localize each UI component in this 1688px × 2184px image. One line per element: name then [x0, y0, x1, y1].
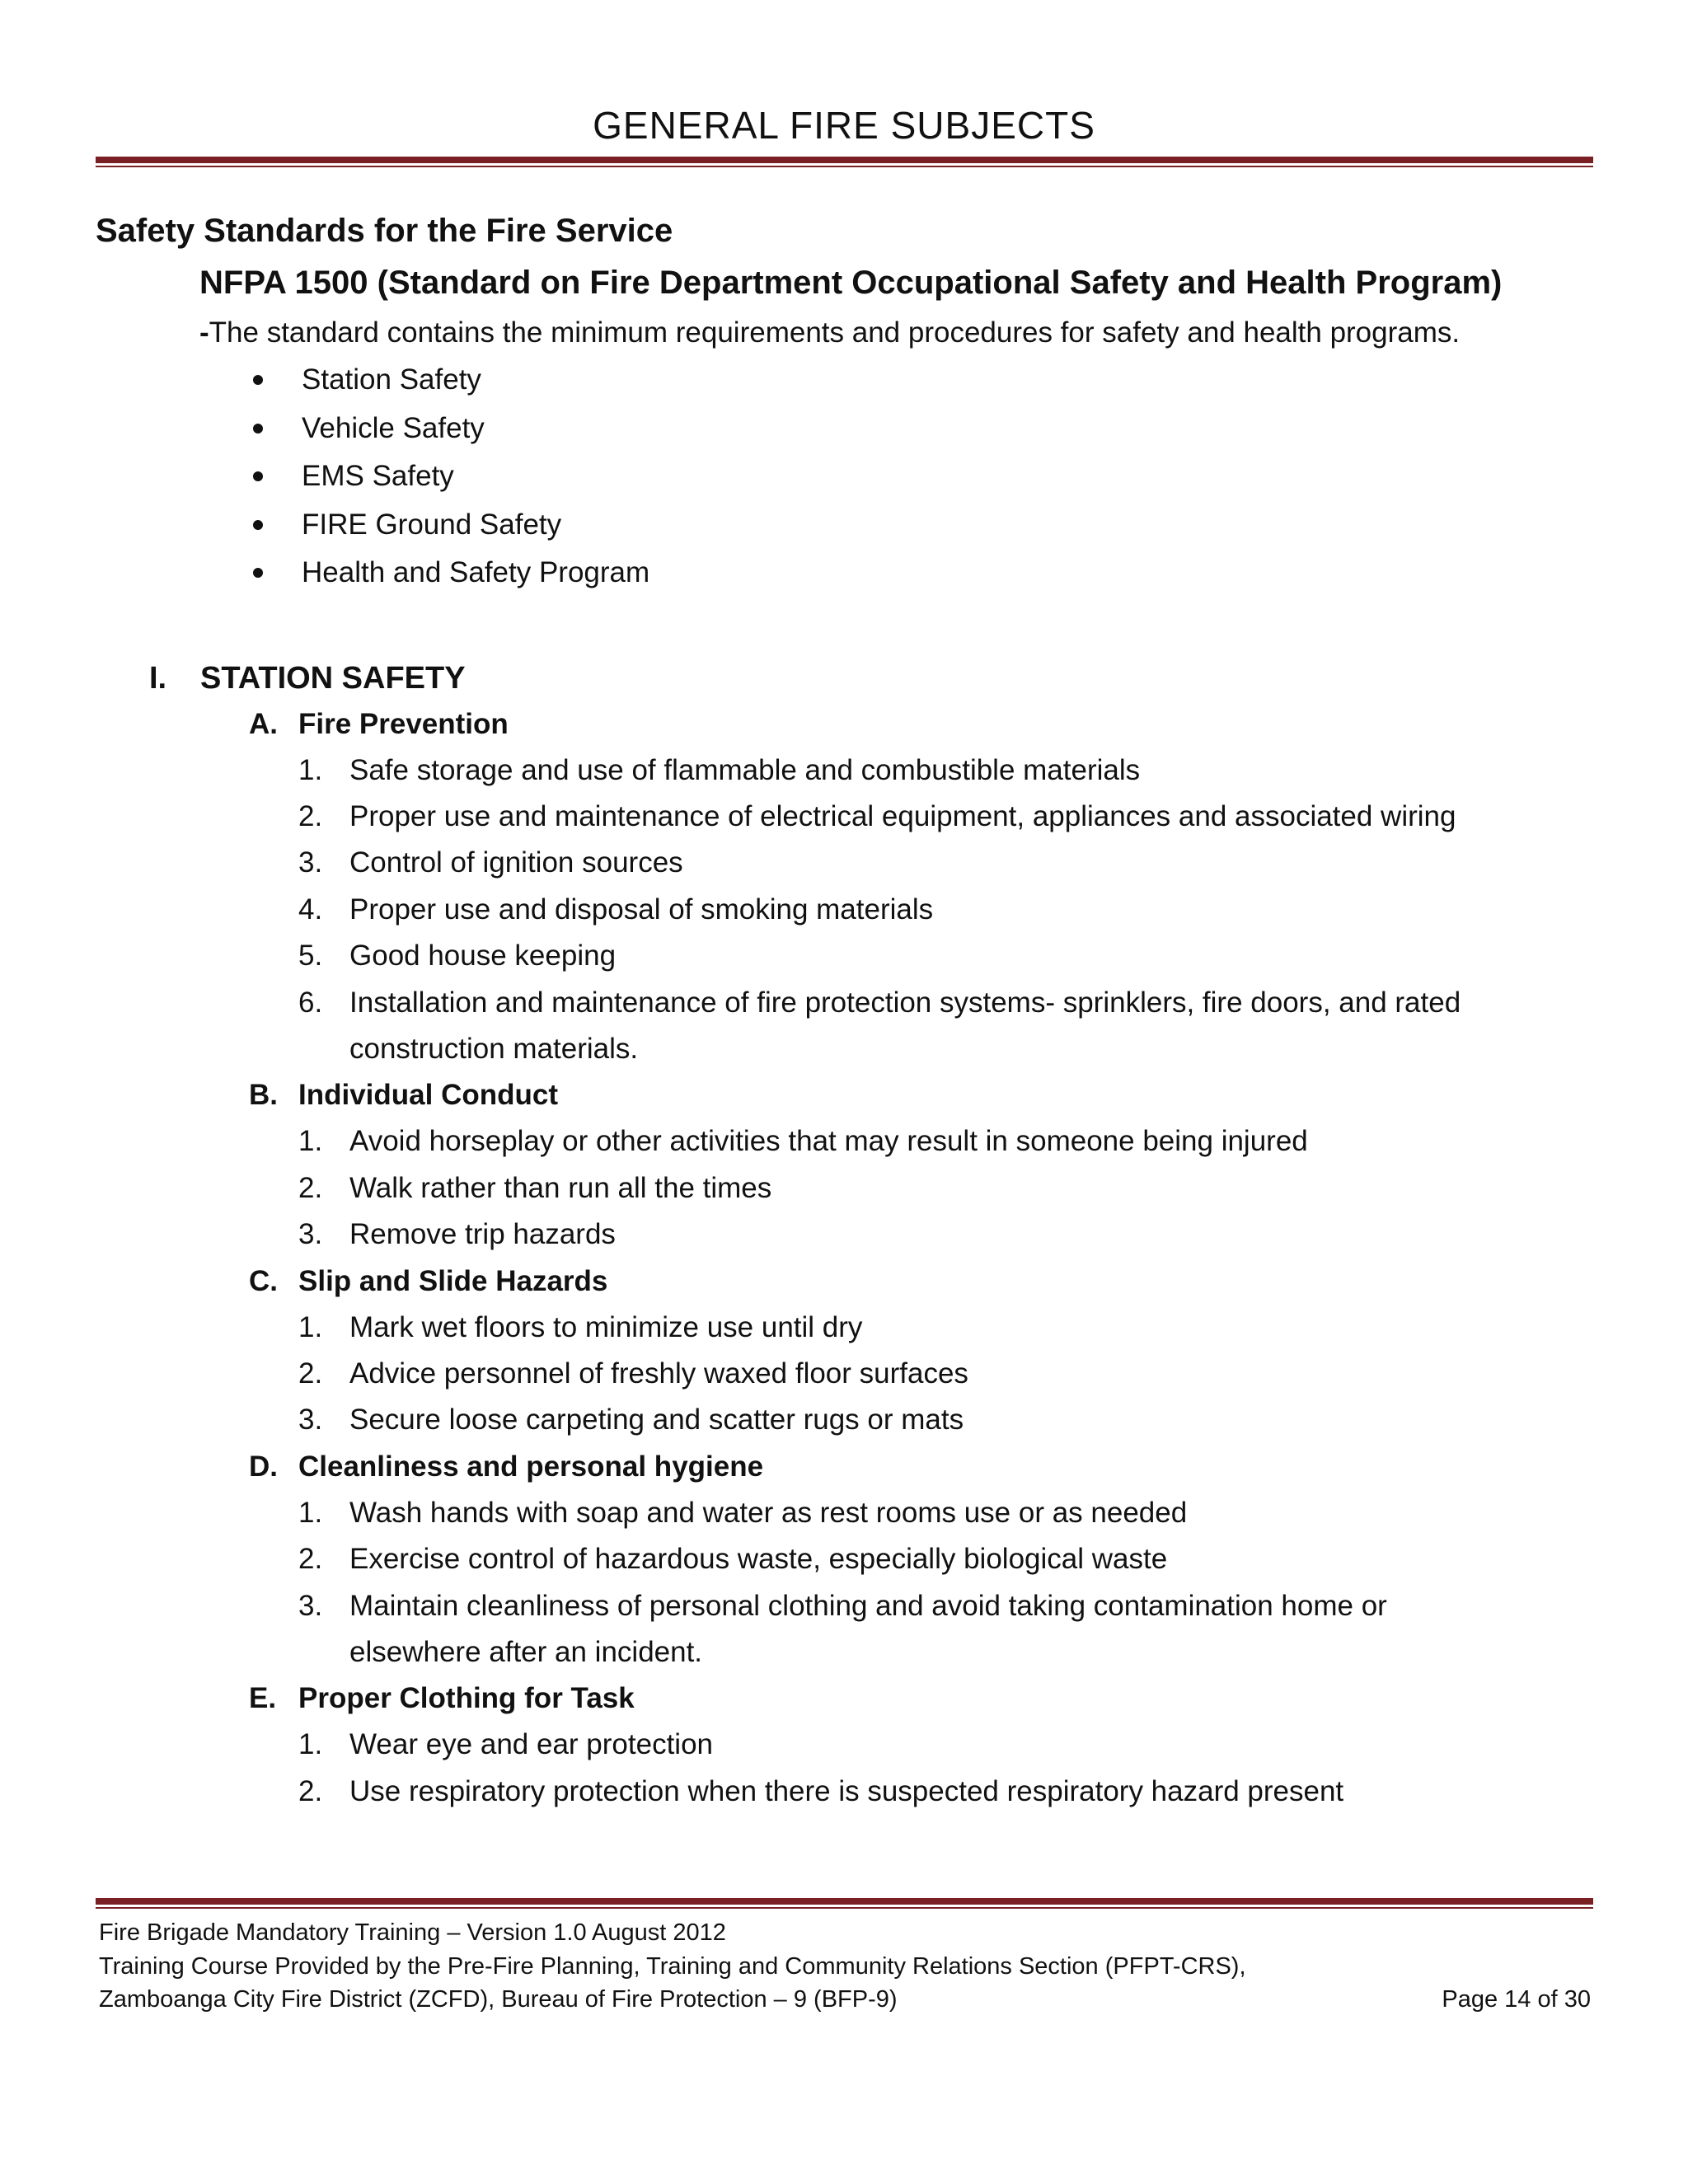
- subsection-fire-prevention: [249, 701, 1593, 1073]
- item-number: 1.: [298, 1496, 323, 1529]
- item-number: 1.: [298, 1125, 323, 1158]
- list-item: [298, 1351, 1593, 1397]
- item-number: 2.: [298, 1171, 323, 1204]
- list-item-text: Use respiratory protection when there is suspected respiratory hazard present: [349, 1774, 1344, 1807]
- footer-line-2: Training Course Provided by the Pre-Fire Planning, Training and Community Relations Section (PFPT-CRS),: [99, 1952, 1246, 1980]
- list-item: [298, 887, 1593, 933]
- page-footer: [99, 1916, 1591, 2017]
- section-heading: [149, 655, 1593, 701]
- subsection-heading: [249, 1072, 1593, 1118]
- list-item-text: Secure loose carpeting and scatter rugs or mats: [349, 1404, 964, 1436]
- list-item-text: Advice personnel of freshly waxed floor surfaces: [349, 1357, 968, 1390]
- list-item: [298, 1118, 1593, 1165]
- section-title: STATION SAFETY: [200, 660, 466, 696]
- list-item-text: FIRE Ground Safety: [302, 508, 562, 541]
- list-item-text: EMS Safety: [302, 460, 454, 492]
- item-number: 1.: [298, 753, 323, 786]
- subsection-heading: [249, 1675, 1593, 1722]
- list-item: [298, 1583, 1593, 1676]
- list-item: [298, 1769, 1593, 1815]
- footer-rule-thin: [96, 1907, 1593, 1909]
- item-number: 3.: [298, 1589, 323, 1622]
- subsection-letter: E.: [249, 1682, 277, 1715]
- page-heading: Safety Standards for the Fire Service: [96, 213, 673, 249]
- list-item-text: Remove trip hazards: [349, 1218, 616, 1251]
- subsection-cleanliness: [249, 1444, 1593, 1676]
- item-number: 2.: [298, 799, 323, 832]
- subsection-title: Fire Prevention: [298, 707, 509, 740]
- list-item: [298, 748, 1593, 794]
- header-rule: [96, 157, 1593, 163]
- list-item-text: Exercise control of hazardous waste, especially biological waste: [349, 1543, 1168, 1576]
- bullet-icon: [253, 375, 263, 385]
- numbered-list: [249, 1490, 1593, 1676]
- subsection-heading: [249, 1444, 1593, 1490]
- standard-title: NFPA 1500 (Standard on Fire Department Occupational Safety and Health Program): [199, 265, 1503, 301]
- list-item-text: Mark wet floors to minimize use until dry: [349, 1310, 863, 1343]
- footer-line-3: Zamboanga City Fire District (ZCFD), Bureau of Fire Protection – 9 (BFP-9): [99, 1986, 898, 2013]
- list-item: [298, 1305, 1593, 1351]
- footer-line-1: Fire Brigade Mandatory Training – Version 1.0 August 2012: [99, 1919, 726, 1946]
- list-item-text: Proper use and disposal of smoking materials: [349, 893, 934, 926]
- item-number: 1.: [298, 1728, 323, 1761]
- numbered-list: [249, 1305, 1593, 1444]
- list-item: [249, 405, 1593, 453]
- item-number: 2.: [298, 1357, 323, 1390]
- list-item: [298, 1490, 1593, 1536]
- program-bullet-list: [96, 356, 1593, 598]
- list-item-text: Walk rather than run all the times: [349, 1171, 772, 1204]
- list-item: [298, 1397, 1593, 1443]
- list-item-text: Vehicle Safety: [302, 411, 485, 444]
- list-item-text: Maintain cleanliness of personal clothing and avoid taking contamination home or elsewhere after an incident.: [349, 1589, 1387, 1668]
- numbered-list: [249, 748, 1593, 1073]
- item-number: 4.: [298, 893, 323, 926]
- list-item: [298, 840, 1593, 886]
- intro-text: The standard contains the minimum requirements and procedures for safety and health programs.: [209, 316, 1461, 349]
- document-body: [96, 206, 1593, 1815]
- header-rule-thin: [96, 166, 1593, 167]
- bullet-icon: [253, 520, 263, 530]
- list-item: [249, 501, 1593, 550]
- page-header-title: GENERAL FIRE SUBJECTS: [593, 104, 1095, 147]
- item-number: 5.: [298, 940, 323, 972]
- subsection-title: Proper Clothing for Task: [298, 1682, 635, 1715]
- section-number: I.: [149, 660, 167, 696]
- list-item-text: Health and Safety Program: [302, 556, 650, 588]
- list-item: [298, 1212, 1593, 1258]
- subsection-title: Individual Conduct: [298, 1079, 558, 1112]
- subsection-proper-clothing: [249, 1675, 1593, 1815]
- bullet-icon: [253, 471, 263, 481]
- list-item-text: Avoid horseplay or other activities that may result in someone being injured: [349, 1125, 1308, 1158]
- list-item: [298, 1165, 1593, 1212]
- list-item-text: Installation and maintenance of fire protection systems- sprinklers, fire doors, and rated construction materials.: [349, 986, 1461, 1065]
- numbered-list: [249, 1722, 1593, 1815]
- item-number: 3.: [298, 846, 323, 879]
- bullet-icon: [253, 424, 263, 434]
- intro-dash: -: [199, 316, 209, 349]
- list-item-text: Control of ignition sources: [349, 846, 683, 879]
- item-number: 2.: [298, 1774, 323, 1807]
- list-item-text: Wash hands with soap and water as rest rooms use or as needed: [349, 1496, 1188, 1529]
- subsection-letter: A.: [249, 707, 278, 740]
- item-number: 1.: [298, 1310, 323, 1343]
- list-item: [298, 933, 1593, 979]
- subsection-slip-and-slide: [249, 1258, 1593, 1444]
- item-number: 2.: [298, 1543, 323, 1576]
- intro-paragraph: [199, 310, 1593, 356]
- page-number: Page 14 of 30: [1442, 1986, 1591, 2013]
- item-number: 3.: [298, 1404, 323, 1436]
- list-item: [298, 1536, 1593, 1582]
- subsection-title: Cleanliness and personal hygiene: [298, 1450, 764, 1483]
- list-item: [249, 452, 1593, 501]
- subsection-letter: D.: [249, 1450, 278, 1483]
- subsection-letter: B.: [249, 1079, 278, 1112]
- list-item: [249, 356, 1593, 405]
- list-item: [298, 1722, 1593, 1768]
- list-item-text: Wear eye and ear protection: [349, 1728, 714, 1761]
- list-item-text: Safe storage and use of flammable and combustible materials: [349, 753, 1141, 786]
- subsection-individual-conduct: [249, 1072, 1593, 1258]
- list-item-text: Station Safety: [302, 363, 481, 396]
- footer-rule: [96, 1898, 1593, 1905]
- list-item: [298, 980, 1593, 1073]
- subsection-letter: C.: [249, 1264, 278, 1297]
- subsection-heading: [249, 701, 1593, 748]
- list-item: [298, 794, 1593, 840]
- list-item: [249, 549, 1593, 598]
- subsection-heading: [249, 1258, 1593, 1305]
- item-number: 6.: [298, 986, 323, 1019]
- list-item-text: Good house keeping: [349, 940, 617, 972]
- item-number: 3.: [298, 1218, 323, 1251]
- numbered-list: [249, 1118, 1593, 1258]
- subsection-title: Slip and Slide Hazards: [298, 1264, 608, 1297]
- bullet-icon: [253, 568, 263, 578]
- list-item-text: Proper use and maintenance of electrical equipment, appliances and associated wiring: [349, 799, 1456, 832]
